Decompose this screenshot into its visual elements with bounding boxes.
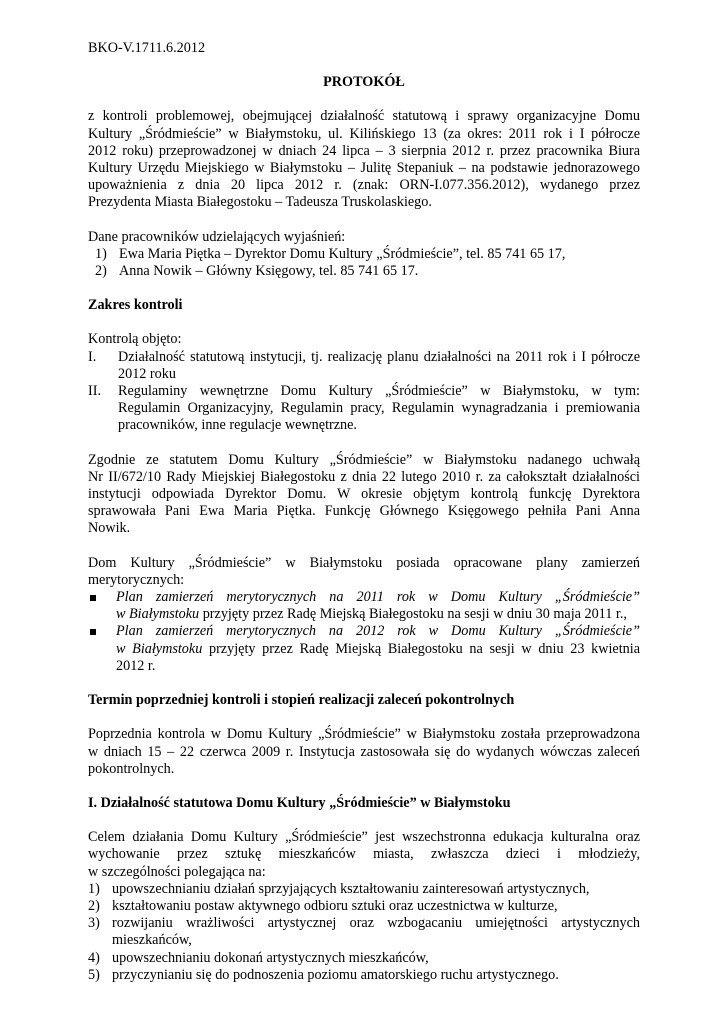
statute-paragraph — [88, 452, 640, 538]
plan-text: przyjęty przez Radę Miejską Białegostoku na sesji w dniu 23 kwietnia — [202, 640, 640, 657]
list-item — [88, 967, 640, 984]
list-text: upowszechnianiu dokonań artystycznych mieszkańców, — [112, 949, 429, 966]
intro-paragraph — [88, 108, 640, 211]
list-number: 4) — [88, 949, 100, 966]
intro-line: Kultury Urzędu Miejskiego w Białymstoku – Julitę Stepaniuk – na podstawie jednorazowego — [88, 160, 640, 177]
list-number: 1) — [95, 245, 107, 262]
list-text: Anna Nowik – Główny Księgowy, tel. 85 741 65 17. — [119, 263, 419, 280]
statute-line: Nowik. — [88, 520, 131, 537]
bullet-item — [88, 623, 640, 675]
list-text: mieszkańców, — [112, 932, 192, 949]
previous-paragraph — [88, 726, 640, 778]
intro-line: z kontroli problemowej, obejmującej działalność statutową i sprawy organizacyjne Domu — [88, 108, 640, 125]
section1-line: Celem działania Domu Kultury „Śródmieście” jest wszechstronna edukacja kulturalna oraz — [88, 829, 640, 846]
list-number — [88, 932, 112, 949]
list-item — [88, 349, 640, 383]
intro-line: upoważnienia z dnia 20 lipca 2012 r. (znak: ORN-I.077.356.2012), wydanego przez — [88, 177, 640, 194]
plan-title: w Białymstoku — [116, 640, 203, 657]
bullet-item — [88, 589, 640, 623]
list-text: Ewa Maria Piętka – Dyrektor Domu Kultury „Śródmieście”, tel. 85 741 65 17, — [119, 245, 566, 262]
intro-line: 2012 roku) przeprowadzonej w dniach 24 lipca – 3 sierpnia 2012 r. przez pracownika Biura — [88, 142, 640, 159]
list-number: 3) — [88, 915, 100, 932]
document-page — [88, 40, 640, 984]
intro-line: Prezydenta Miasta Białegostoku – Tadeusza Truskolaskiego. — [88, 194, 432, 211]
list-item — [88, 263, 640, 280]
list-text: rozwijaniu wrażliwości artystycznej oraz wzbogacaniu umiejętności artystycznych — [112, 915, 640, 932]
plans-line: merytorycznych: — [88, 571, 185, 588]
scope-lead: Kontrolą objęto: — [88, 331, 182, 348]
list-number: II. — [88, 383, 101, 400]
list-item — [88, 950, 640, 967]
section1-heading: I. Działalność statutowa Domu Kultury „Śródmieście” w Białymstoku — [88, 794, 511, 811]
plan-title: Plan zamierzeń merytorycznych na 2011 rok w Domu Kultury „Śródmieście” — [116, 589, 640, 606]
list-item — [88, 246, 640, 263]
plan-text: 2012 r. — [116, 657, 156, 674]
list-text: pracowników, inne regulacje wewnętrzne. — [118, 417, 357, 434]
list-text: upowszechnianiu działań sprzyjających kształtowaniu zainteresowań artystycznych, — [112, 880, 590, 897]
scope-heading: Zakres kontroli — [88, 297, 183, 314]
plans-section — [88, 555, 640, 675]
list-number: I. — [88, 348, 97, 365]
list-number: 5) — [88, 966, 100, 983]
section1-body — [88, 829, 640, 984]
staff-heading: Dane pracowników udzielających wyjaśnień: — [88, 228, 346, 245]
statute-line: sprawowała Pani Ewa Maria Piętka. Funkcję Głównego Księgowego pełniła Pani Anna — [88, 503, 640, 520]
list-text: przyczynianiu się do podnoszenia poziomu amatorskiego ruchu artystycznego. — [112, 966, 559, 983]
list-text: Regulamin Organizacyjny, Regulamin pracy, Regulamin wynagradzania i premiowania — [118, 400, 640, 417]
doc-title: PROTOKÓŁ — [323, 74, 405, 91]
list-number: 2) — [95, 263, 107, 280]
list-item — [88, 932, 640, 949]
square-bullet-icon — [90, 595, 96, 601]
plan-text: przyjęty przez Radę Miejską Białegostoku na sesji w dniu 30 maja 2011 r., — [199, 606, 627, 623]
list-item — [88, 898, 640, 915]
staff-section — [88, 229, 640, 281]
square-bullet-icon — [90, 629, 96, 635]
list-text: Działalność statutową instytucji, tj. realizację planu działalności na 2011 rok i I półrocze — [118, 348, 640, 365]
doc-reference: BKO-V.1711.6.2012 — [88, 40, 206, 56]
previous-heading: Termin poprzedniej kontroli i stopień realizacji zaleceń pokontrolnych — [88, 692, 515, 709]
list-item — [88, 383, 640, 435]
plans-line: Dom Kultury „Śródmieście” w Białymstoku posiada opracowane plany zamierzeń — [88, 554, 640, 571]
statute-line: Zgodnie ze statutem Domu Kultury „Śródmieście” w Białymstoku nadanego uchwałą — [88, 451, 640, 468]
previous-line: pokontrolnych. — [88, 760, 175, 777]
list-text: kształtowaniu postaw aktywnego odbioru sztuki oraz uczestnictwa w kulturze, — [112, 897, 558, 914]
previous-line: Poprzednia kontrola w Domu Kultury „Śródmieście” w Białymstoku została przeprowadzona — [88, 726, 640, 743]
statute-line: Nr II/672/10 Rady Miejskiej Białegostoku z dnia 22 lutego 2010 r. za całokształt działalności — [88, 468, 640, 485]
section1-line: w szczególności polegająca na: — [88, 863, 266, 880]
list-number: 1) — [88, 880, 100, 897]
list-text: Regulaminy wewnętrzne Domu Kultury „Śródmieście” w Białymstoku, w tym: — [118, 383, 640, 400]
previous-line: w dniach 15 – 22 czerwca 2009 r. Instytucja zastosowała się do wydanych wówczas zaleceń — [88, 743, 640, 760]
list-number: 2) — [88, 897, 100, 914]
plan-title: Plan zamierzeń merytorycznych na 2012 rok w Domu Kultury „Śródmieście” — [116, 623, 640, 640]
section1-line: wychowanie przez sztukę mieszkańców miasta, zwłaszcza dzieci i młodzieży, — [88, 846, 640, 863]
list-text: 2012 roku — [118, 365, 176, 382]
list-item — [88, 881, 640, 898]
statute-line: instytucji odpowiada Dyrektor Domu. W okresie objętym kontrolą funkcję Dyrektora — [88, 486, 640, 503]
list-item — [88, 915, 640, 932]
intro-line: Kultury „Śródmieście” w Białymstoku, ul. Kilińskiego 13 (za okres: 2011 rok i I półrocze — [88, 125, 640, 142]
plan-title: w Białymstoku — [116, 606, 200, 623]
scope-section — [88, 331, 640, 434]
